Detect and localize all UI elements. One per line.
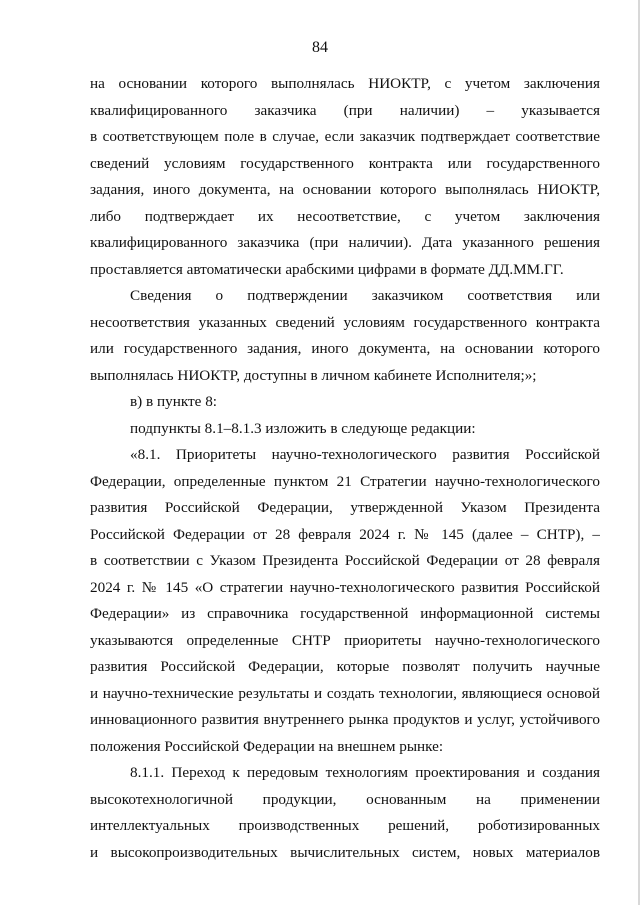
text-line: Российской Федерации от 28 февраля 2024 г. № 145 (далее – СНТР), – <box>90 525 600 543</box>
text-line: задания, иного документа, на основании которого выполнялась НИОКТР, <box>90 181 600 198</box>
text-line: несоответствия указанных сведений условиям государственного контракта <box>90 313 600 331</box>
text-line: интеллектуальных производственных решений, роботизированных <box>90 817 600 834</box>
text-line: сведений условиям государственного контракта или государственного <box>90 154 600 172</box>
text-line: и высокопроизводительных вычислительных систем, новых материалов <box>90 843 600 861</box>
text-line: подпункты 8.1–8.1.3 изложить в следующе редакции: <box>130 419 476 437</box>
text-line: 2024 г. № 145 «О стратегии научно-технологического развития Российской <box>90 578 600 596</box>
text-line: на основании которого выполнялась НИОКТР, с учетом заключения <box>90 75 600 92</box>
text-line: выполнялась НИОКТР, доступны в личном кабинете Исполнителя;»; <box>90 366 537 384</box>
text-line: указываются определенные СНТР приоритеты научно-технологического <box>90 631 600 649</box>
text-line: Федерации, определенные пунктом 21 Стратегии научно-технологического <box>90 472 600 490</box>
document-body <box>90 71 600 866</box>
text-line: проставляется автоматически арабскими цифрами в формате ДД.ММ.ГГ. <box>90 260 564 278</box>
text-line: в соответствии с Указом Президента Российской Федерации от 28 февраля <box>90 552 600 569</box>
text-line: в соответствующем поле в случае, если заказчик подтверждает соответствие <box>90 128 600 145</box>
page-number: 84 <box>312 39 328 56</box>
text-line: квалифицированного заказчика (при наличии) – указывается <box>90 101 600 119</box>
text-line: квалифицированного заказчика (при наличии). Дата указанного решения <box>90 234 600 251</box>
text-line: Федерации» из справочника государственной информационной системы <box>90 605 600 622</box>
text-line: в) в пункте 8: <box>130 393 218 410</box>
text-line: положения Российской Федерации на внешнем рынке: <box>90 737 444 755</box>
text-line: 8.1.1. Переход к передовым технологиям проектирования и создания <box>130 764 600 781</box>
text-line: или государственного задания, иного документа, на основании которого <box>90 340 600 357</box>
text-line: развития Российской Федерации, которые позволят получить научные <box>90 658 600 675</box>
text-line: Сведения о подтверждении заказчиком соответствия или <box>130 287 600 304</box>
text-line: развития Российской Федерации, утвержденной Указом Президента <box>90 499 600 516</box>
text-line: инновационного развития внутреннего рынка продуктов и услуг, устойчивого <box>90 711 600 728</box>
text-line: и научно-технические результаты и создать технологии, являющиеся основой <box>90 684 600 702</box>
text-line: «8.1. Приоритеты научно-технологического развития Российской <box>130 446 600 463</box>
text-line: либо подтверждает их несоответствие, с учетом заключения <box>90 207 600 225</box>
text-line: высокотехнологичной продукции, основанным на применении <box>90 790 600 808</box>
